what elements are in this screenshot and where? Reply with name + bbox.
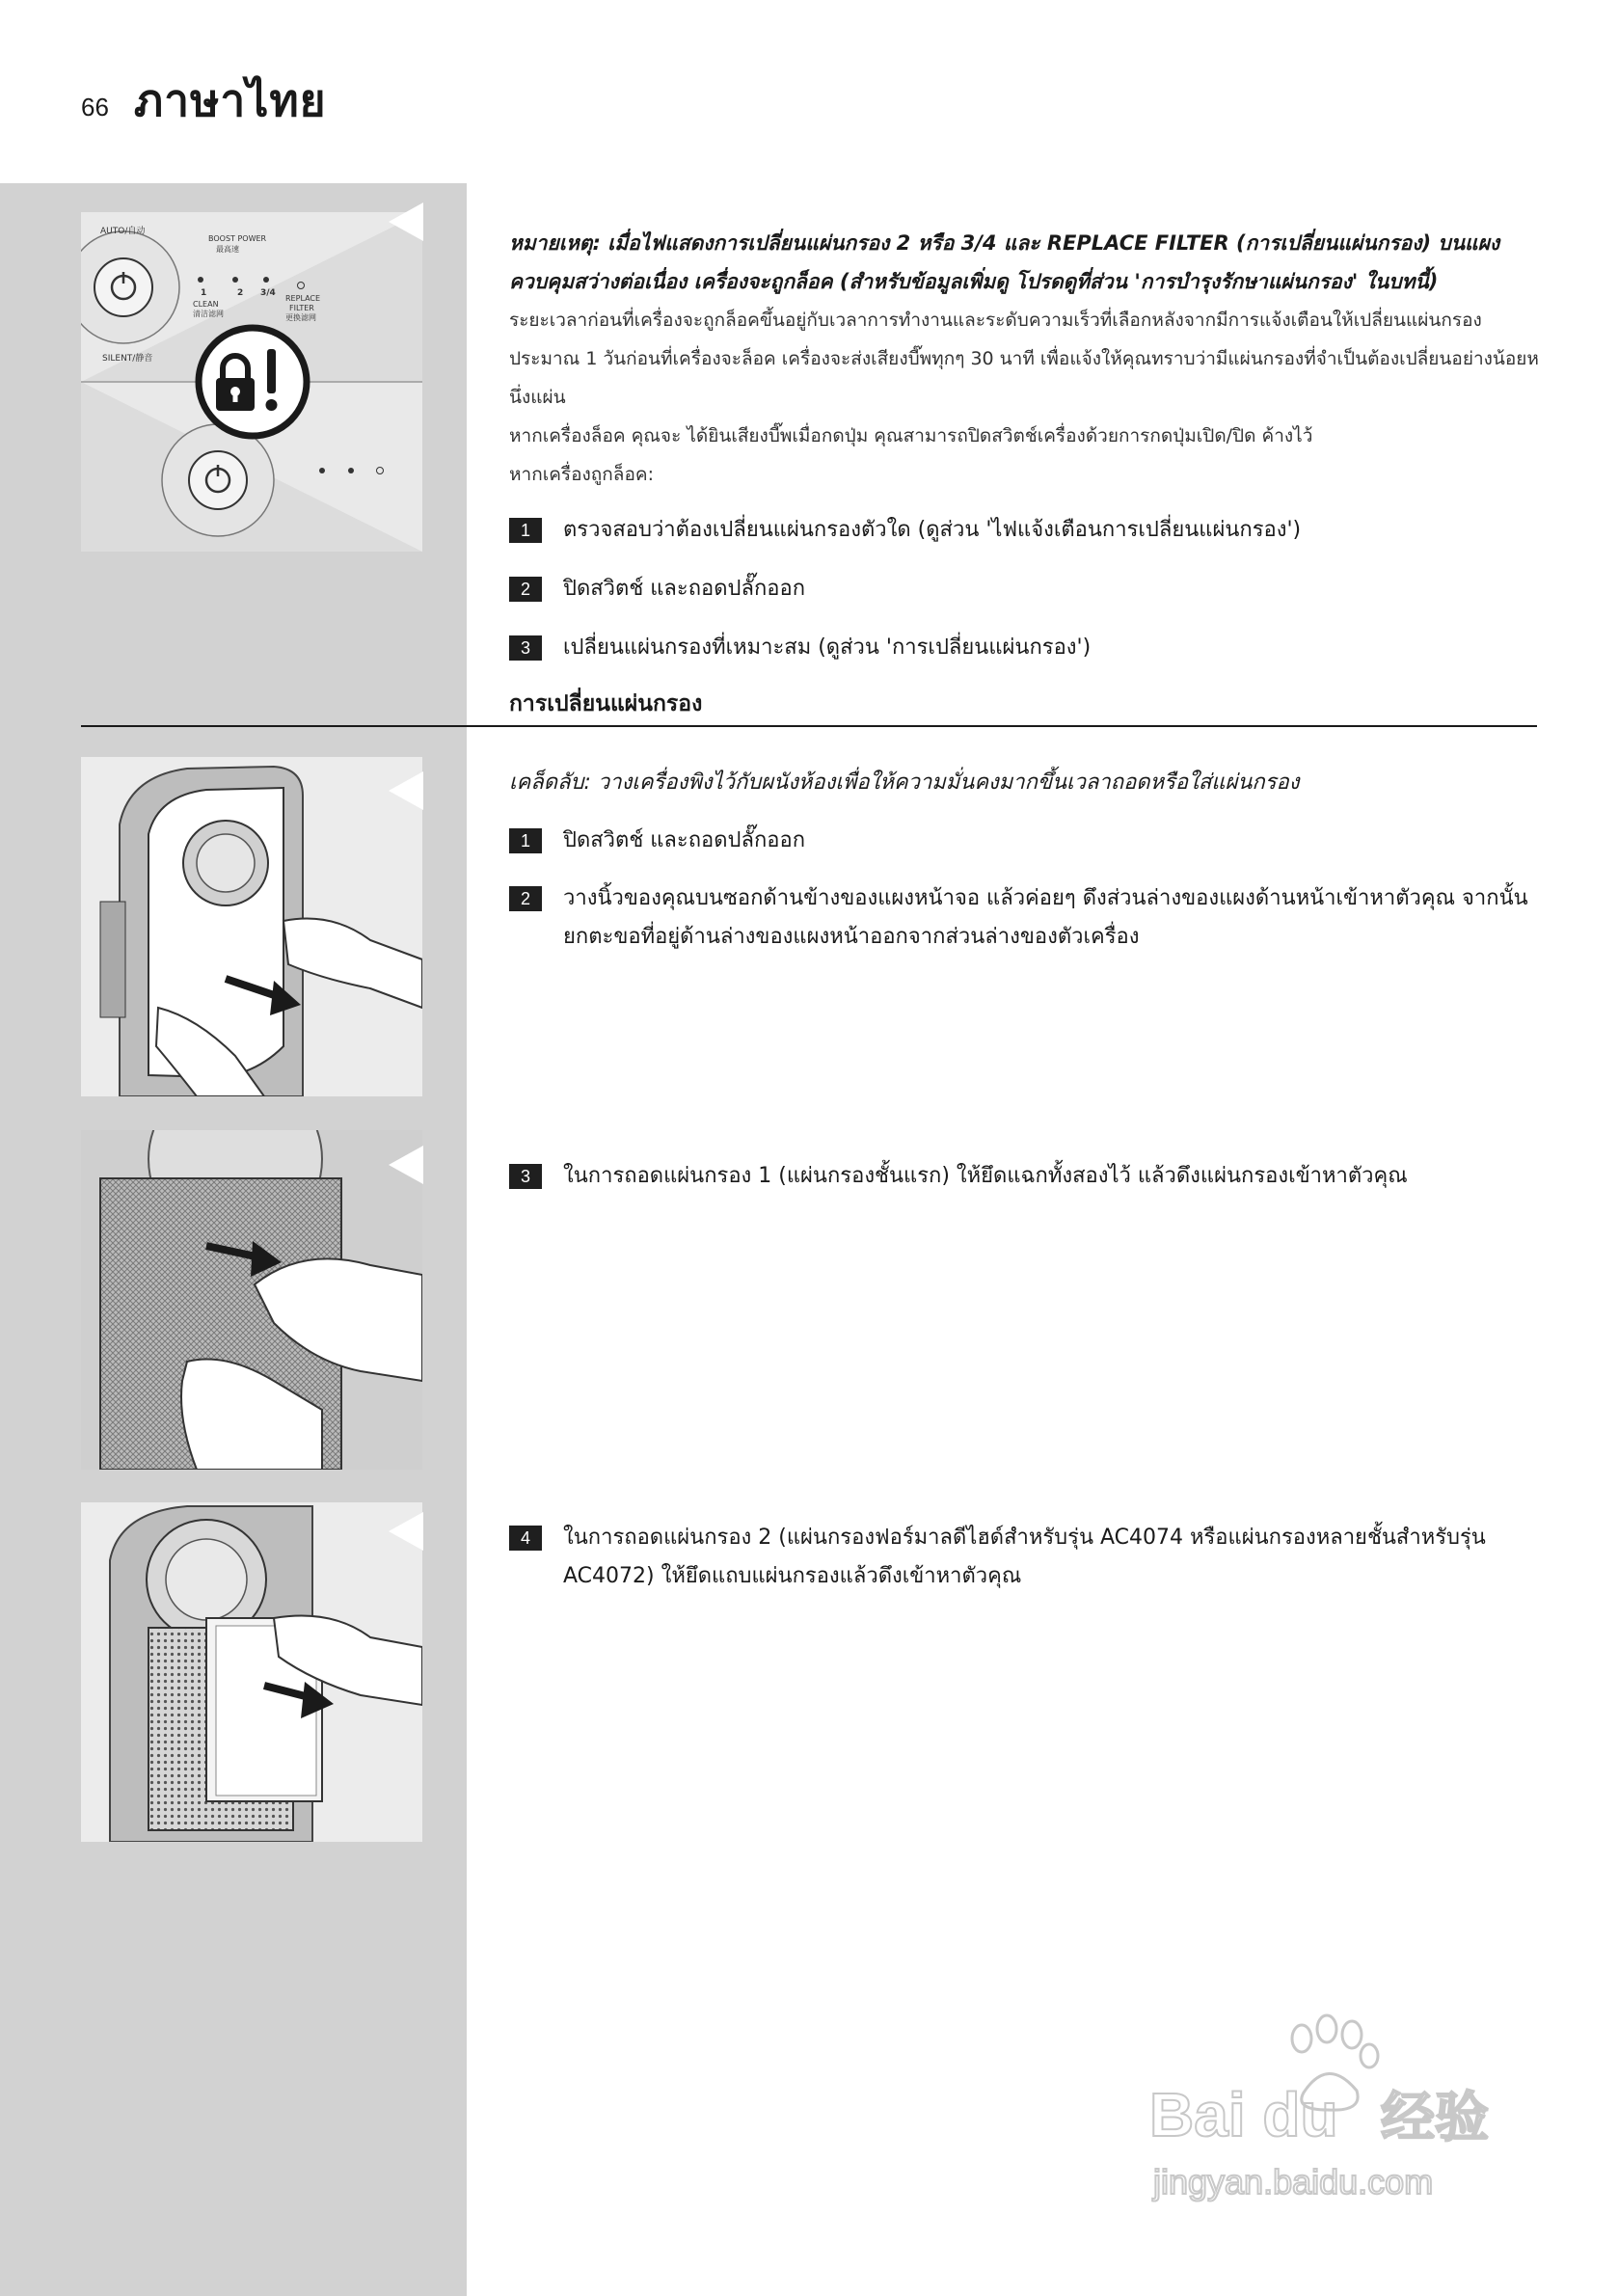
figure-remove-front-panel (81, 757, 422, 1096)
lock-note-body-3: หากเครื่องถูกล็อค: (509, 464, 654, 485)
step-text: ปิดสวิตช์ และถอดปลั๊กออก (563, 577, 806, 601)
step-number: 1 (509, 828, 542, 853)
baidu-watermark (1149, 2006, 1535, 2237)
figure-pointer (389, 203, 423, 241)
filter-1-illustration (81, 1130, 422, 1470)
label-replace: REPLACE (285, 294, 321, 303)
filter-2-illustration (81, 1502, 422, 1842)
step-text: ตรวจสอบว่าต้องเปลี่ยนแผ่นกรองตัวใด (ดูส่วน 'ไฟแจ้งเตือนการเปลี่ยนแผ่นกรอง') (563, 518, 1302, 542)
label-auto: AUTO/自动 (100, 227, 146, 236)
watermark-url: jingyan.baidu.com (1153, 2162, 1434, 2201)
lock-step (509, 570, 1541, 608)
section-title: การเปลี่ยนแผ่นกรอง (509, 691, 703, 716)
exclamation-icon (266, 349, 278, 411)
label-filter: FILTER (289, 304, 314, 312)
indicator-3-4: 3/4 (260, 288, 276, 298)
lock-note-body-1: ระยะเวลาก่อนที่เครื่องจะถูกล็อคขึ้นอยู่กับเวลาการทำงานและระดับความเร็วที่เลือกหลังจากมีการแจ้งเตือนให้เปลี่ยนแผ่นกรองประมาณ 1 วันก่อนที่เครื่องจะล็อค เครื่องจะส่งเสียงบี๊พทุกๆ 30 นาที เพื่อแจ้งให้คุณทราบว่ามีแผ่นกรองที่จำเป็นต้องเปลี่ยนอย่างน้อยหนึ่งแผ่น (509, 310, 1539, 408)
lock-step (509, 629, 1541, 667)
indicator-1: 1 (201, 288, 207, 298)
step-number: 2 (509, 886, 542, 911)
front-panel-illustration (81, 757, 422, 1096)
lock-note-body-2: หากเครื่องล็อค คุณจะ ได้ยินเสียงบี๊พเมื่อกดปุ่ม คุณสามารถปิดสวิตช์เครื่องด้วยการกดปุ่มเปิด/ปิด ค้างไว้ (509, 425, 1313, 446)
figure-control-panel-lock (81, 212, 422, 552)
label-boost-power: BOOST POWER (208, 234, 267, 243)
replace-step (509, 1157, 1541, 1196)
replace-step (509, 879, 1541, 957)
step-number: 4 (509, 1526, 542, 1551)
baidu-paw-logo (1149, 2006, 1535, 2237)
replace-step (509, 822, 1541, 860)
figure-pointer (389, 1512, 423, 1551)
step-number: 1 (509, 518, 542, 543)
step-text: วางนิ้วของคุณบนซอกด้านข้างของแผงหน้าจอ แล้วค่อยๆ ดึงส่วนล่างของแผงด้านหน้าเข้าหาตัวคุณ จากนั้นยกตะขอที่อยู่ด้านล่างของแผงหน้าออกจากส่วนล่างของตัวเครื่อง (563, 886, 1528, 949)
step-text: ปิดสวิตช์ และถอดปลั๊กออก (563, 828, 806, 852)
step-number: 2 (509, 577, 542, 602)
language-title: ภาษาไทย (133, 74, 327, 126)
watermark-brand-cn: 经验 (1381, 2087, 1489, 2147)
label-boost-cn: 最高速 (216, 245, 239, 254)
watermark-brand: Bai du (1149, 2080, 1338, 2149)
figure-pointer (389, 771, 423, 810)
page-number: 66 (81, 93, 109, 122)
tip-text: เคล็ดลับ: วางเครื่องพิงไว้กับผนังห้องเพื่อให้ความมั่นคงมากขึ้นเวลาถอดหรือใส่แผ่นกรอง (509, 770, 1300, 795)
label-replace-cn: 更换滤网 (285, 313, 316, 322)
step-text: เปลี่ยนแผ่นกรองที่เหมาะสม (ดูส่วน 'การเปลี่ยนแผ่นกรอง') (563, 635, 1092, 660)
lock-note (509, 224, 1541, 494)
section-divider (81, 725, 1537, 727)
replace-step (509, 1519, 1541, 1596)
step-number: 3 (509, 1164, 542, 1189)
step-text: ในการถอดแผ่นกรอง 1 (แผ่นกรองชั้นแรก) ให้ยึดแฉกทั้งสองไว้ แล้วดึงแผ่นกรองเข้าหาตัวคุณ (563, 1164, 1408, 1188)
control-panel-illustration (81, 212, 422, 552)
label-silent: SILENT/静音 (102, 354, 153, 364)
lock-step (509, 511, 1541, 550)
figure-pointer (389, 1146, 423, 1184)
step-number: 3 (509, 635, 542, 661)
figure-remove-filter-1 (81, 1130, 422, 1470)
label-clean: CLEAN (193, 300, 219, 309)
figure-remove-filter-2 (81, 1502, 422, 1842)
step-text: ในการถอดแผ่นกรอง 2 (แผ่นกรองฟอร์มาลดีไฮด์สำหรับรุ่น AC4074 หรือแผ่นกรองหลายชั้นสำหรับรุ่น AC4072) ให้ยึดแถบแผ่นกรองแล้วดึงเข้าหาตัวคุณ (563, 1526, 1486, 1588)
lock-note-heading: หมายเหตุ: เมื่อไฟแสดงการเปลี่ยนแผ่นกรอง 2 หรือ 3/4 และ REPLACE FILTER (การเปลี่ยนแผ่นกรอง) บนแผงควบคุมสว่างต่อเนื่อง เครื่องจะถูกล็อค (สำหรับข้อมูลเพิ่มดู โปรดดูที่ส่วน 'การบำรุงรักษาแผ่นกรอง' ในบทนี้) (509, 231, 1500, 293)
page-header (81, 66, 327, 133)
indicator-2: 2 (237, 288, 244, 298)
label-clean-cn: 清洁滤网 (193, 310, 224, 318)
